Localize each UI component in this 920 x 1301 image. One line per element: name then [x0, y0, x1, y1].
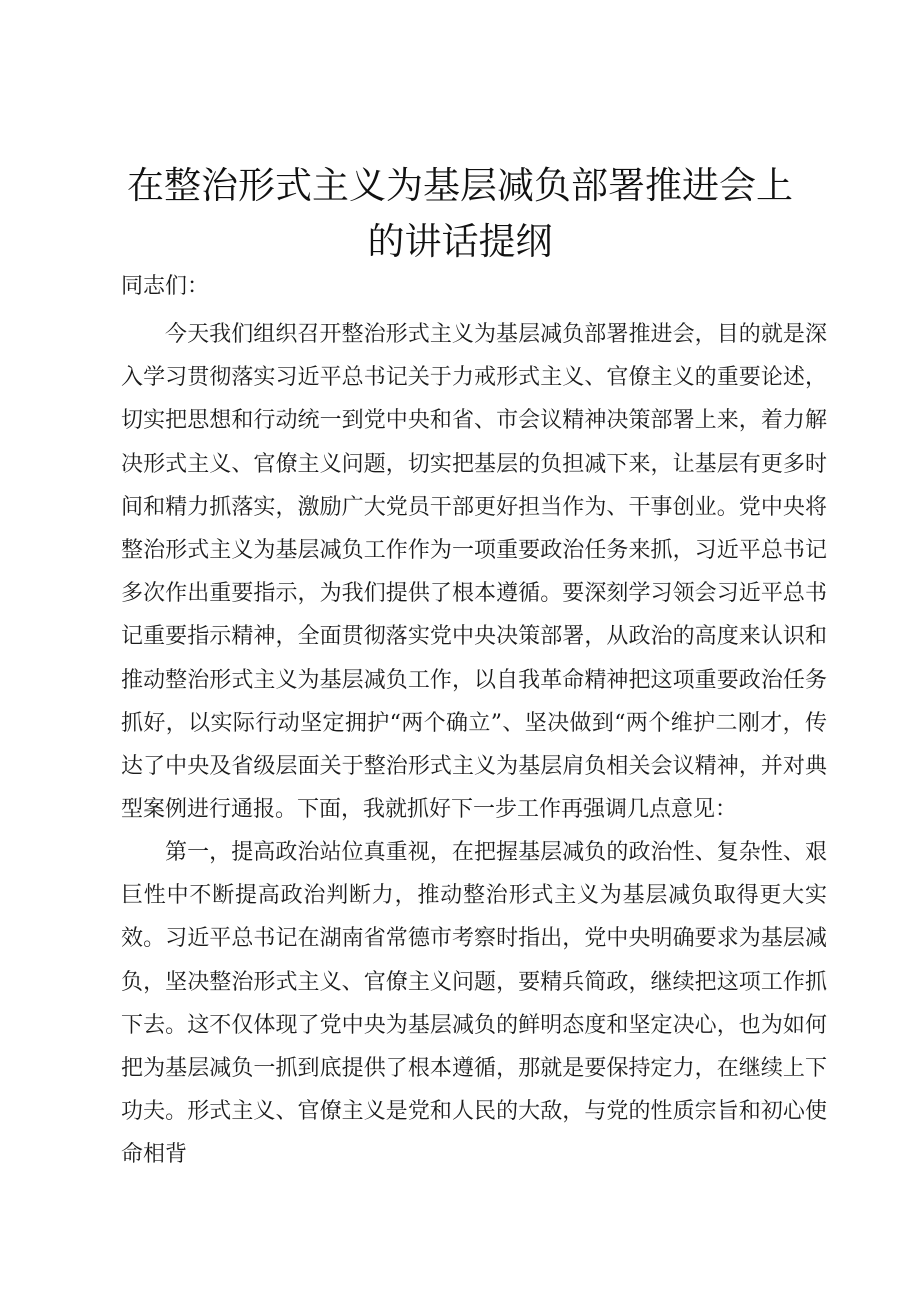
paragraph-intro: 今天我们组织召开整治形式主义为基层减负部署推进会，目的就是深入学习贯彻落实习近平总书记关于力戒形式主义、官僚主义的重要论述，切实把思想和行动统一到党中央和省、市会议精神决策部署上来，着力解决形式主义、官僚主义问题，切实把基层的负担减下来，让基层有更多时间和精力抓落实，激励广大党员干部更好担当作为、干事创业。党中央将整治形式主义为基层减负工作作为一项重要政治任务来抓，习近平总书记多次作出重要指示，为我们提供了根本遵循。要深刻学习领会习近平总书记重要指示精神，全面贯彻落实党中央决策部署，从政治的高度来认识和推动整治形式主义为基层减负工作，以自我革命精神把这项重要政治任务抓好，以实际行动坚定拥护“两个确立”、坚决做到“两个维护二刚才，传达了中央及省级层面关于整治形式主义为基层肩负相关会议精神，并对典型案例进行通报。下面，我就抓好下一步工作再强调几点意见： [121, 322, 827, 823]
document-title: 在整治形式主义为基层减负部署推进会上的讲话提纲 [127, 164, 793, 263]
paragraph-first-point: 第一，提高政治站位真重视，在把握基层减负的政治性、复杂性、艰巨性中不断提高政治判断力，推动整治形式主义为基层减负取得更大实效。习近平总书记在湖南省常德市考察时指出，党中央明确要求为基层减负，坚决整治形式主义、官僚主义问题，要精兵简政，继续把这项工作抓下去。这不仅体现了党中央为基层减负的鲜明态度和坚定决心，也为如何把为基层减负一抓到底提供了根本遵循，那就是要保持定力，在继续上下功夫。形式主义、官僚主义是党和人民的大敌，与党的性质宗旨和初心使命相背 [121, 840, 827, 1168]
salutation: 同志们： [121, 274, 210, 299]
